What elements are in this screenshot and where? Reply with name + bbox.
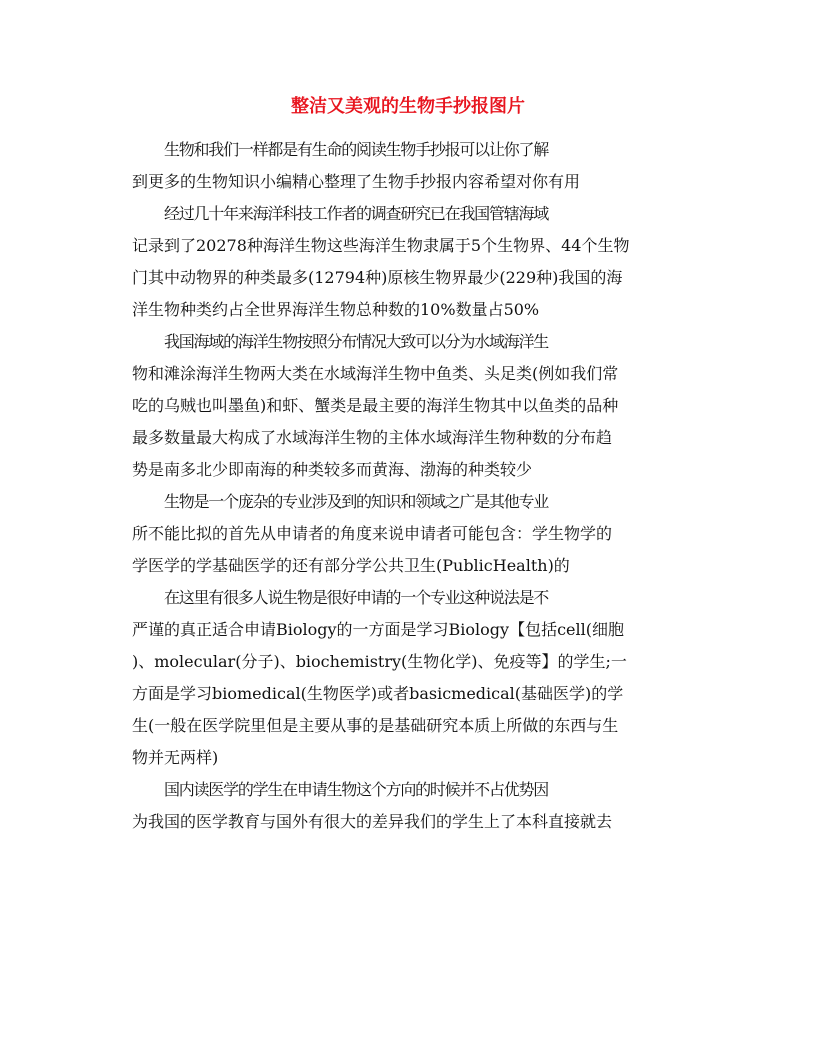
- paragraph-line: 学医学的学基础医学的还有部分学公共卫生(PublicHealth)的: [132, 556, 570, 575]
- paragraph-medical-students: [132, 774, 692, 838]
- paragraph-line: 物和滩涂海洋生物两大类在水域海洋生物中鱼类、头足类(例如我们常: [132, 364, 619, 383]
- paragraph-line: 方面是学习biomedical(生物医学)或者basicmedical(基础医学)的学: [132, 684, 624, 703]
- paragraph-line: 记录到了20278种海洋生物这些海洋生物隶属于5个生物界、44个生物: [132, 236, 630, 255]
- paragraph-line: 洋生物种类约占全世界海洋生物总种数的10%数量占50%: [132, 300, 540, 319]
- paragraph-marine-survey: [132, 198, 692, 326]
- paragraph-line: )、molecular(分子)、biochemistry(生物化学)、免疫等】的学生;一: [132, 652, 627, 671]
- paragraph-line: 国内读医学的学生在申请生物这个方向的时候并不占优势因: [164, 780, 549, 799]
- paragraph-line: 生物是一个庞杂的专业涉及到的知识和领域之广是其他专业: [164, 492, 549, 511]
- paragraph-application: [132, 582, 692, 774]
- paragraph-line: 最多数量最大构成了水域海洋生物的主体水域海洋生物种数的分布趋: [132, 428, 613, 447]
- paragraph-intro: [132, 134, 692, 198]
- paragraph-line: 门其中动物界的种类最多(12794种)原核生物界最少(229种)我国的海: [132, 268, 623, 287]
- paragraph-biology-major: [132, 486, 692, 582]
- document-title: 整洁又美观的生物手抄报图片: [291, 96, 525, 117]
- paragraph-line: 经过几十年来海洋科技工作者的调查研究已在我国管辖海域: [164, 204, 549, 223]
- paragraph-line: 我国海域的海洋生物按照分布情况大致可以分为水域海洋生: [164, 332, 549, 351]
- paragraph-line: 生物和我们一样都是有生命的阅读生物手抄报可以让你了解: [164, 140, 549, 159]
- paragraph-line: 物并无两样): [132, 748, 219, 767]
- paragraph-marine-distribution: [132, 326, 692, 486]
- paragraph-line: 吃的乌贼也叫墨鱼)和虾、蟹类是最主要的海洋生物其中以鱼类的品种: [132, 396, 619, 415]
- paragraph-line: 严谨的真正适合申请Biology的一方面是学习Biology【包括cell(细胞: [132, 620, 624, 639]
- paragraph-line: 所不能比拟的首先从申请者的角度来说申请者可能包含：学生物学的: [132, 524, 613, 543]
- paragraph-line: 势是南多北少即南海的种类较多而黄海、渤海的种类较少: [132, 460, 533, 479]
- paragraph-line: 为我国的医学教育与国外有很大的差异我们的学生上了本科直接就去: [132, 812, 613, 831]
- document-body: [132, 134, 692, 838]
- paragraph-line: 生(一般在医学院里但是主要从事的是基础研究本质上所做的东西与生: [132, 716, 619, 735]
- paragraph-line: 到更多的生物知识小编精心整理了生物手抄报内容希望对你有用: [132, 172, 581, 191]
- paragraph-line: 在这里有很多人说生物是很好申请的一个专业这种说法是不: [164, 588, 549, 607]
